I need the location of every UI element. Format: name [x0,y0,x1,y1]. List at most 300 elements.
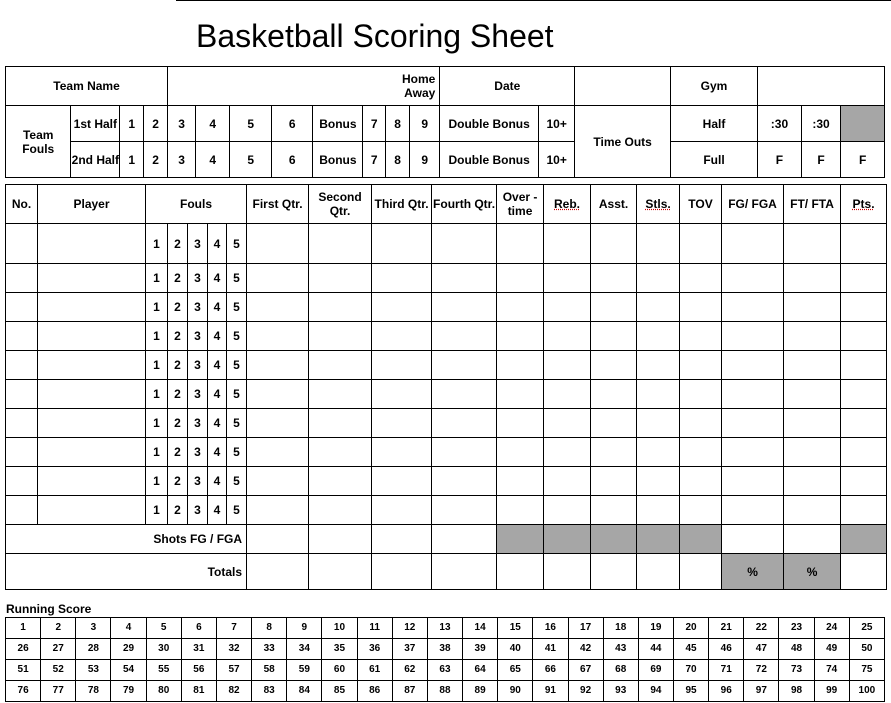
player-fg-fga-field[interactable] [722,224,784,264]
running-score-cell[interactable]: 38 [427,639,462,660]
player-rebounds-field[interactable] [544,409,591,438]
totals-rebounds-field[interactable] [544,554,591,590]
player-points-field[interactable] [841,380,887,409]
running-score-cell[interactable]: 47 [744,639,779,660]
player-rebounds-field[interactable] [544,322,591,351]
running-score-cell[interactable]: 69 [638,660,673,681]
running-score-cell[interactable]: 44 [638,639,673,660]
player-steals-field[interactable] [637,322,680,351]
running-score-cell[interactable]: 68 [603,660,638,681]
player-third-qtr-field[interactable] [372,293,432,322]
running-score-cell[interactable]: 61 [357,660,392,681]
player-foul-1[interactable]: 1 [146,380,168,409]
player-name-field[interactable] [38,409,146,438]
player-assists-field[interactable] [591,351,637,380]
player-name-field[interactable] [38,264,146,293]
player-first-qtr-field[interactable] [247,322,309,351]
player-ft-fta-field[interactable] [784,467,841,496]
player-rebounds-field[interactable] [544,351,591,380]
player-ft-fta-field[interactable] [784,351,841,380]
team-foul-2h-10-plus[interactable]: 10+ [538,142,574,178]
player-second-qtr-field[interactable] [309,438,372,467]
player-second-qtr-field[interactable] [309,224,372,264]
player-steals-field[interactable] [637,264,680,293]
player-overtime-field[interactable] [497,293,544,322]
player-name-field[interactable] [38,322,146,351]
player-third-qtr-field[interactable] [372,438,432,467]
running-score-cell[interactable]: 40 [498,639,533,660]
team-foul-2h-6[interactable]: 6 [271,142,313,178]
totals-overtime-field[interactable] [497,554,544,590]
player-foul-2[interactable]: 2 [168,293,188,322]
player-turnovers-field[interactable] [680,409,722,438]
running-score-cell[interactable]: 52 [41,660,76,681]
running-score-cell[interactable]: 66 [533,660,568,681]
running-score-cell[interactable]: 59 [287,660,322,681]
player-assists-field[interactable] [591,496,637,525]
running-score-cell[interactable]: 3 [76,618,111,639]
player-third-qtr-field[interactable] [372,496,432,525]
running-score-cell[interactable]: 53 [76,660,111,681]
running-score-cell[interactable]: 20 [673,618,708,639]
running-score-cell[interactable]: 86 [357,681,392,702]
player-foul-4[interactable]: 4 [208,496,227,525]
player-number-field[interactable] [6,496,38,525]
team-foul-2h-7[interactable]: 7 [363,142,386,178]
shots-fourth-qtr-field[interactable] [432,525,497,554]
player-turnovers-field[interactable] [680,322,722,351]
running-score-cell[interactable]: 72 [744,660,779,681]
player-foul-5[interactable]: 5 [227,438,247,467]
player-third-qtr-field[interactable] [372,409,432,438]
running-score-cell[interactable]: 19 [638,618,673,639]
player-turnovers-field[interactable] [680,224,722,264]
team-foul-1[interactable]: 1 [120,106,144,142]
player-fg-fga-field[interactable] [722,351,784,380]
running-score-cell[interactable]: 11 [357,618,392,639]
player-fourth-qtr-field[interactable] [432,496,497,525]
player-steals-field[interactable] [637,224,680,264]
player-foul-5[interactable]: 5 [227,224,247,264]
running-score-cell[interactable]: 81 [181,681,216,702]
player-points-field[interactable] [841,351,887,380]
player-steals-field[interactable] [637,438,680,467]
totals-third-qtr-field[interactable] [372,554,432,590]
player-turnovers-field[interactable] [680,264,722,293]
running-score-cell[interactable]: 24 [814,618,849,639]
player-fourth-qtr-field[interactable] [432,409,497,438]
player-ft-fta-field[interactable] [784,409,841,438]
player-rebounds-field[interactable] [544,438,591,467]
totals-turnovers-field[interactable] [680,554,722,590]
running-score-cell[interactable]: 41 [533,639,568,660]
player-first-qtr-field[interactable] [247,351,309,380]
player-number-field[interactable] [6,438,38,467]
player-number-field[interactable] [6,467,38,496]
shots-third-qtr-field[interactable] [372,525,432,554]
running-score-cell[interactable]: 49 [814,639,849,660]
player-overtime-field[interactable] [497,322,544,351]
player-number-field[interactable] [6,264,38,293]
player-first-qtr-field[interactable] [247,467,309,496]
player-second-qtr-field[interactable] [309,380,372,409]
running-score-cell[interactable]: 1 [6,618,41,639]
running-score-cell[interactable]: 92 [568,681,603,702]
player-ft-fta-field[interactable] [784,322,841,351]
player-name-field[interactable] [38,351,146,380]
running-score-cell[interactable]: 64 [463,660,498,681]
player-points-field[interactable] [841,438,887,467]
player-rebounds-field[interactable] [544,224,591,264]
running-score-cell[interactable]: 12 [392,618,427,639]
player-assists-field[interactable] [591,438,637,467]
player-foul-4[interactable]: 4 [208,438,227,467]
player-steals-field[interactable] [637,467,680,496]
player-number-field[interactable] [6,293,38,322]
running-score-cell[interactable]: 2 [41,618,76,639]
player-fg-fga-field[interactable] [722,322,784,351]
player-overtime-field[interactable] [497,264,544,293]
player-foul-1[interactable]: 1 [146,224,168,264]
totals-ft-percent[interactable]: % [784,554,841,590]
running-score-cell[interactable]: 45 [673,639,708,660]
running-score-cell[interactable]: 79 [111,681,146,702]
running-score-cell[interactable]: 75 [849,660,884,681]
running-score-cell[interactable]: 84 [287,681,322,702]
running-score-cell[interactable]: 13 [427,618,462,639]
team-foul-2h-5[interactable]: 5 [230,142,272,178]
timeout-30-a[interactable]: :30 [758,106,802,142]
player-points-field[interactable] [841,322,887,351]
running-score-cell[interactable]: 60 [322,660,357,681]
player-overtime-field[interactable] [497,467,544,496]
player-second-qtr-field[interactable] [309,467,372,496]
player-points-field[interactable] [841,496,887,525]
totals-fg-percent[interactable]: % [722,554,784,590]
player-first-qtr-field[interactable] [247,380,309,409]
team-foul-2h-9[interactable]: 9 [410,142,440,178]
player-ft-fta-field[interactable] [784,224,841,264]
player-rebounds-field[interactable] [544,264,591,293]
player-ft-fta-field[interactable] [784,438,841,467]
player-ft-fta-field[interactable] [784,293,841,322]
running-score-cell[interactable]: 76 [6,681,41,702]
running-score-cell[interactable]: 4 [111,618,146,639]
player-foul-4[interactable]: 4 [208,351,227,380]
player-foul-1[interactable]: 1 [146,496,168,525]
running-score-cell[interactable]: 34 [287,639,322,660]
player-assists-field[interactable] [591,322,637,351]
player-overtime-field[interactable] [497,409,544,438]
player-steals-field[interactable] [637,496,680,525]
player-foul-4[interactable]: 4 [208,264,227,293]
team-foul-8[interactable]: 8 [386,106,410,142]
player-foul-5[interactable]: 5 [227,496,247,525]
player-second-qtr-field[interactable] [309,264,372,293]
player-foul-3[interactable]: 3 [188,322,208,351]
team-foul-7[interactable]: 7 [363,106,386,142]
player-fourth-qtr-field[interactable] [432,467,497,496]
running-score-cell[interactable]: 74 [814,660,849,681]
running-score-cell[interactable]: 28 [76,639,111,660]
running-score-cell[interactable]: 62 [392,660,427,681]
team-foul-3[interactable]: 3 [168,106,196,142]
running-score-cell[interactable]: 94 [638,681,673,702]
player-points-field[interactable] [841,224,887,264]
player-foul-5[interactable]: 5 [227,264,247,293]
team-foul-2h-1[interactable]: 1 [120,142,144,178]
player-points-field[interactable] [841,467,887,496]
player-number-field[interactable] [6,409,38,438]
team-foul-5[interactable]: 5 [230,106,272,142]
player-first-qtr-field[interactable] [247,438,309,467]
player-foul-1[interactable]: 1 [146,264,168,293]
running-score-cell[interactable]: 93 [603,681,638,702]
player-foul-2[interactable]: 2 [168,380,188,409]
player-assists-field[interactable] [591,264,637,293]
player-fg-fga-field[interactable] [722,264,784,293]
player-first-qtr-field[interactable] [247,224,309,264]
timeout-full-c[interactable]: F [841,142,885,178]
running-score-cell[interactable]: 43 [603,639,638,660]
running-score-cell[interactable]: 80 [146,681,181,702]
player-foul-2[interactable]: 2 [168,409,188,438]
team-foul-10-plus[interactable]: 10+ [538,106,574,142]
team-foul-4[interactable]: 4 [196,106,230,142]
running-score-cell[interactable]: 42 [568,639,603,660]
player-steals-field[interactable] [637,293,680,322]
running-score-cell[interactable]: 55 [146,660,181,681]
player-number-field[interactable] [6,322,38,351]
running-score-cell[interactable]: 18 [603,618,638,639]
running-score-cell[interactable]: 90 [498,681,533,702]
running-score-cell[interactable]: 9 [287,618,322,639]
running-score-cell[interactable]: 88 [427,681,462,702]
running-score-cell[interactable]: 25 [849,618,884,639]
player-steals-field[interactable] [637,409,680,438]
player-foul-2[interactable]: 2 [168,438,188,467]
running-score-cell[interactable]: 37 [392,639,427,660]
player-foul-4[interactable]: 4 [208,224,227,264]
player-fg-fga-field[interactable] [722,467,784,496]
running-score-cell[interactable]: 21 [709,618,744,639]
player-foul-2[interactable]: 2 [168,496,188,525]
player-foul-5[interactable]: 5 [227,293,247,322]
player-points-field[interactable] [841,264,887,293]
running-score-cell[interactable]: 67 [568,660,603,681]
player-name-field[interactable] [38,224,146,264]
player-ft-fta-field[interactable] [784,264,841,293]
player-foul-3[interactable]: 3 [188,380,208,409]
running-score-cell[interactable]: 46 [709,639,744,660]
player-steals-field[interactable] [637,380,680,409]
player-foul-4[interactable]: 4 [208,467,227,496]
player-ft-fta-field[interactable] [784,380,841,409]
team-foul-2h-2[interactable]: 2 [144,142,168,178]
player-foul-1[interactable]: 1 [146,409,168,438]
shots-fg-fga-field[interactable] [722,525,784,554]
running-score-cell[interactable]: 100 [849,681,884,702]
player-fg-fga-field[interactable] [722,293,784,322]
player-number-field[interactable] [6,380,38,409]
running-score-cell[interactable]: 57 [216,660,251,681]
running-score-cell[interactable]: 83 [252,681,287,702]
running-score-cell[interactable]: 29 [111,639,146,660]
player-second-qtr-field[interactable] [309,351,372,380]
totals-assists-field[interactable] [591,554,637,590]
player-overtime-field[interactable] [497,438,544,467]
running-score-cell[interactable]: 97 [744,681,779,702]
running-score-cell[interactable]: 70 [673,660,708,681]
player-first-qtr-field[interactable] [247,264,309,293]
player-third-qtr-field[interactable] [372,224,432,264]
team-foul-9[interactable]: 9 [410,106,440,142]
player-fourth-qtr-field[interactable] [432,293,497,322]
running-score-cell[interactable]: 26 [6,639,41,660]
running-score-cell[interactable]: 8 [252,618,287,639]
player-fourth-qtr-field[interactable] [432,351,497,380]
player-rebounds-field[interactable] [544,293,591,322]
player-foul-5[interactable]: 5 [227,322,247,351]
player-foul-1[interactable]: 1 [146,351,168,380]
shots-ft-fta-field[interactable] [784,525,841,554]
player-third-qtr-field[interactable] [372,467,432,496]
timeout-full-b[interactable]: F [801,142,840,178]
running-score-cell[interactable]: 23 [779,618,814,639]
player-foul-3[interactable]: 3 [188,264,208,293]
player-fg-fga-field[interactable] [722,438,784,467]
running-score-cell[interactable]: 95 [673,681,708,702]
player-overtime-field[interactable] [497,380,544,409]
player-fourth-qtr-field[interactable] [432,438,497,467]
player-foul-2[interactable]: 2 [168,264,188,293]
player-overtime-field[interactable] [497,224,544,264]
player-turnovers-field[interactable] [680,496,722,525]
player-name-field[interactable] [38,380,146,409]
player-turnovers-field[interactable] [680,467,722,496]
running-score-cell[interactable]: 51 [6,660,41,681]
player-foul-4[interactable]: 4 [208,409,227,438]
player-foul-5[interactable]: 5 [227,351,247,380]
player-fourth-qtr-field[interactable] [432,224,497,264]
player-third-qtr-field[interactable] [372,351,432,380]
running-score-cell[interactable]: 14 [463,618,498,639]
running-score-cell[interactable]: 58 [252,660,287,681]
running-score-cell[interactable]: 36 [357,639,392,660]
player-foul-3[interactable]: 3 [188,409,208,438]
player-second-qtr-field[interactable] [309,293,372,322]
player-foul-1[interactable]: 1 [146,322,168,351]
player-foul-3[interactable]: 3 [188,496,208,525]
player-fourth-qtr-field[interactable] [432,380,497,409]
running-score-cell[interactable]: 54 [111,660,146,681]
player-fg-fga-field[interactable] [722,409,784,438]
player-foul-2[interactable]: 2 [168,351,188,380]
player-foul-3[interactable]: 3 [188,224,208,264]
running-score-cell[interactable]: 73 [779,660,814,681]
player-second-qtr-field[interactable] [309,496,372,525]
running-score-cell[interactable]: 82 [216,681,251,702]
player-first-qtr-field[interactable] [247,496,309,525]
player-overtime-field[interactable] [497,351,544,380]
running-score-cell[interactable]: 10 [322,618,357,639]
running-score-cell[interactable]: 50 [849,639,884,660]
timeout-full-a[interactable]: F [758,142,802,178]
player-first-qtr-field[interactable] [247,293,309,322]
player-rebounds-field[interactable] [544,496,591,525]
player-foul-5[interactable]: 5 [227,380,247,409]
player-number-field[interactable] [6,224,38,264]
running-score-cell[interactable]: 33 [252,639,287,660]
player-rebounds-field[interactable] [544,467,591,496]
team-foul-2h-3[interactable]: 3 [168,142,196,178]
player-foul-5[interactable]: 5 [227,409,247,438]
player-turnovers-field[interactable] [680,438,722,467]
running-score-cell[interactable]: 91 [533,681,568,702]
player-first-qtr-field[interactable] [247,409,309,438]
player-assists-field[interactable] [591,409,637,438]
running-score-cell[interactable]: 48 [779,639,814,660]
running-score-cell[interactable]: 71 [709,660,744,681]
running-score-cell[interactable]: 99 [814,681,849,702]
running-score-cell[interactable]: 15 [498,618,533,639]
running-score-cell[interactable]: 56 [181,660,216,681]
running-score-cell[interactable]: 87 [392,681,427,702]
running-score-cell[interactable]: 31 [181,639,216,660]
player-second-qtr-field[interactable] [309,409,372,438]
player-fourth-qtr-field[interactable] [432,264,497,293]
running-score-cell[interactable]: 16 [533,618,568,639]
player-assists-field[interactable] [591,467,637,496]
player-foul-3[interactable]: 3 [188,293,208,322]
player-fg-fga-field[interactable] [722,496,784,525]
running-score-cell[interactable]: 65 [498,660,533,681]
totals-points-field[interactable] [841,554,887,590]
player-second-qtr-field[interactable] [309,322,372,351]
running-score-cell[interactable]: 30 [146,639,181,660]
player-foul-4[interactable]: 4 [208,380,227,409]
running-score-cell[interactable]: 89 [463,681,498,702]
player-name-field[interactable] [38,293,146,322]
player-foul-1[interactable]: 1 [146,467,168,496]
player-steals-field[interactable] [637,351,680,380]
running-score-cell[interactable]: 5 [146,618,181,639]
player-number-field[interactable] [6,351,38,380]
player-foul-4[interactable]: 4 [208,322,227,351]
running-score-cell[interactable]: 77 [41,681,76,702]
running-score-cell[interactable]: 98 [779,681,814,702]
running-score-cell[interactable]: 35 [322,639,357,660]
player-name-field[interactable] [38,496,146,525]
running-score-cell[interactable]: 96 [709,681,744,702]
player-points-field[interactable] [841,409,887,438]
running-score-cell[interactable]: 78 [76,681,111,702]
team-foul-2h-4[interactable]: 4 [196,142,230,178]
running-score-cell[interactable]: 39 [463,639,498,660]
running-score-cell[interactable]: 63 [427,660,462,681]
player-third-qtr-field[interactable] [372,380,432,409]
player-points-field[interactable] [841,293,887,322]
date-field[interactable] [575,67,671,106]
player-assists-field[interactable] [591,224,637,264]
player-foul-3[interactable]: 3 [188,467,208,496]
player-assists-field[interactable] [591,293,637,322]
player-name-field[interactable] [38,438,146,467]
team-foul-2[interactable]: 2 [144,106,168,142]
running-score-cell[interactable]: 85 [322,681,357,702]
player-foul-2[interactable]: 2 [168,467,188,496]
player-foul-2[interactable]: 2 [168,322,188,351]
